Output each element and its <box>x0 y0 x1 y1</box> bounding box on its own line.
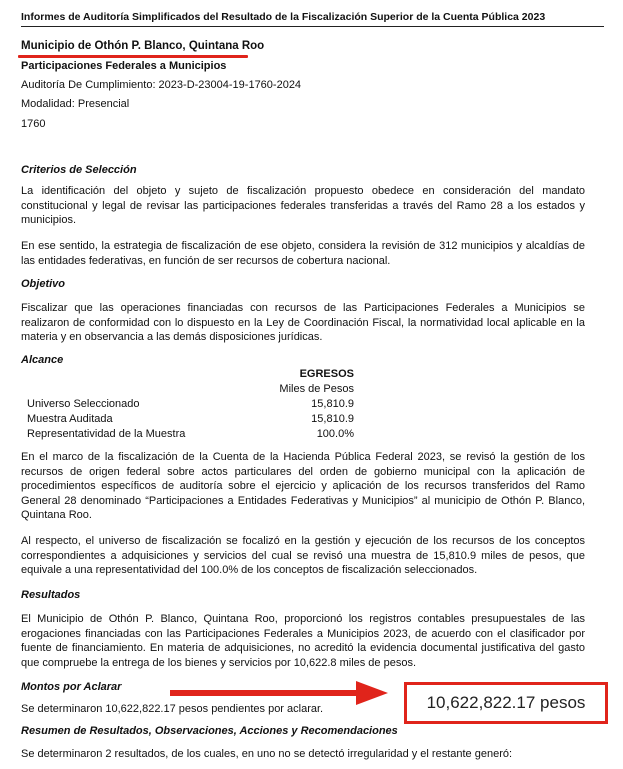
municipality-name: Municipio de Othón P. Blanco, Quintana Roo <box>21 40 265 52</box>
criterios-paragraph-2: En ese sentido, la estrategia de fiscalización de ese objeto, considera la revisión de 312 municipios y alcaldías de las entidades federativas, en función de ser recursos de cobertura nacional. <box>21 240 585 267</box>
municipality-red-underline <box>18 55 248 58</box>
table-row <box>27 413 357 428</box>
program-name: Participaciones Federales a Municipios <box>21 60 227 72</box>
montos-text: Se determinaron 10,622,822.17 pesos pendientes por aclarar. <box>21 703 324 715</box>
report-header-title: Informes de Auditoría Simplificados del Resultado de la Fiscalización Superior de la Cuenta Pública 2023 <box>21 11 546 23</box>
resumen-text: Se determinaron 2 resultados, de los cuales, en uno no se detectó irregularidad y el restante generó: <box>21 748 513 760</box>
montos-heading: Montos por Aclarar <box>21 681 122 693</box>
alcance-table <box>27 368 357 443</box>
table-row <box>27 398 357 413</box>
objetivo-paragraph: Fiscalizar que las operaciones financiadas con recursos de las Participaciones Federales a Municipios se realizaron de conformidad con lo dispuesto en la Ley de Coordinación Fiscal, la normatividad local aplicable en la materia y en observancia a las demás disposiciones jurídicas. <box>21 302 585 344</box>
criterios-paragraph-1: La identificación del objeto y sujeto de fiscalización propuesto obedece en consideración del mandato constitucional y legal de revisar las participaciones federales transferidas a través del Ramo 28 a los estados y municipios. <box>21 185 585 227</box>
table-row-value: 15,810.9 <box>311 398 354 410</box>
amount-callout-box: 10,622,822.17 pesos <box>404 682 608 724</box>
header-divider <box>21 26 604 27</box>
resultados-heading: Resultados <box>21 589 81 601</box>
audit-modality: Modalidad: Presencial <box>21 98 130 110</box>
table-column-header: EGRESOS <box>299 368 354 380</box>
resultados-paragraph: El Municipio de Othón P. Blanco, Quintana Roo, proporcionó los registros contables presupuestales de las erogaciones financiadas con las Participaciones Federales a Municipios 2023, de acuerdo con el clasificador por fuente de financiamiento. En materia de adquisiciones, no acreditó la evidencia documental justificativa del gasto que compruebe la entrega de los bienes y servicios por 10,622.8 miles de pesos. <box>21 613 585 669</box>
table-row-label: Representatividad de la Muestra <box>27 428 186 440</box>
audit-number: 1760 <box>21 118 46 130</box>
table-row-value: 100.0% <box>316 428 354 440</box>
table-row-label: Muestra Auditada <box>27 413 113 425</box>
red-arrow-icon <box>170 681 390 705</box>
alcance-heading: Alcance <box>21 354 64 366</box>
alcance-paragraph-1: En el marco de la fiscalización de la Cuenta de la Hacienda Pública Federal 2023, se revisó la gestión de los recursos de origen federal sobre actos particulares del orden de gobierno municipal con la aplicación de procedimientos específicos de auditoría sobre el ejercicio y aplicación de los recursos transferidos del Ramo General 28 denominado “Participaciones a Entidades Federativas y Municipios” al municipio de Othón P. Blanco, Quintana Roo. <box>21 451 585 522</box>
table-row <box>27 428 357 443</box>
objetivo-heading: Objetivo <box>21 278 66 290</box>
resumen-heading: Resumen de Resultados, Observaciones, Acciones y Recomendaciones <box>21 725 398 737</box>
table-column-subheader: Miles de Pesos <box>279 383 354 395</box>
audit-code: Auditoría De Cumplimiento: 2023-D-23004-19-1760-2024 <box>21 79 302 91</box>
criterios-heading: Criterios de Selección <box>21 164 137 176</box>
alcance-paragraph-2: Al respecto, el universo de fiscalización se focalizó en la gestión y ejecución de los recursos de los conceptos correspondientes a adquisiciones y servicios del cual se revisó una muestra de 15,810.9 miles de pesos, que equivale a una representatividad del 100.0% de los conceptos de fiscalización seleccionados. <box>21 535 585 577</box>
table-row-label: Universo Seleccionado <box>27 398 140 410</box>
table-row-value: 15,810.9 <box>311 413 354 425</box>
